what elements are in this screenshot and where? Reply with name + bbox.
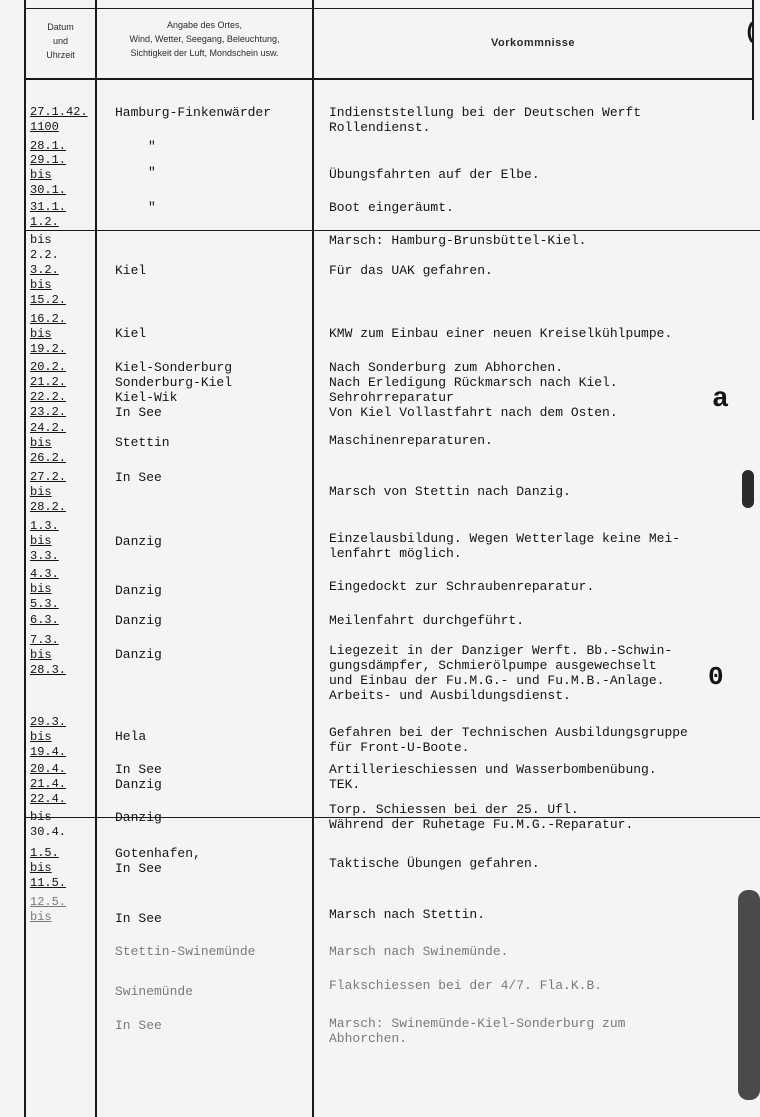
entry-event: Maschinenreparaturen. (329, 433, 493, 448)
entry-date: 12.5. bis (30, 895, 67, 924)
entry-event: Eingedockt zur Schraubenreparatur. (329, 579, 595, 594)
entry-place: Stettin (115, 435, 170, 450)
entry-place: " (148, 139, 156, 154)
date-column-header (26, 20, 95, 62)
date-header-line-1: Datum (47, 22, 74, 32)
place-header-line-2: Wind, Wetter, Seegang, Beleuchtung, (129, 34, 280, 44)
entry-date: 4.3. bis 5.3. (30, 567, 59, 611)
entry-event: Marsch nach Stettin. (329, 907, 486, 922)
margin-mark-b: 0 (708, 662, 724, 692)
entry-place: Hamburg-Finkenwärder (115, 105, 272, 120)
entry-place: Kiel (115, 263, 147, 278)
entry-place: Kiel (115, 326, 147, 341)
place-header-line-1: Angabe des Ortes, (166, 20, 243, 30)
entry-event: Marsch von Stettin nach Danzig. (329, 484, 571, 499)
entry-place: Stettin-Swinemünde (115, 944, 256, 959)
entry-date: 16.2. bis 19.2. (30, 312, 67, 356)
entry-event: Marsch nach Swinemünde. (329, 944, 509, 959)
entry-place: Danzig (115, 647, 162, 662)
entry-event: Flakschiessen bei der 4/7. Fla.K.B. (329, 978, 603, 993)
entry-date: 1.3. bis 3.3. (30, 519, 59, 563)
right-border (752, 0, 754, 120)
entry-event: Meilenfahrt durchgeführt. (329, 613, 525, 628)
page-fold-line-1 (24, 230, 760, 231)
entry-place: Danzig (115, 583, 162, 598)
entry-event: Marsch: Hamburg-Brunsbüttel-Kiel. (329, 233, 587, 248)
entry-event: Marsch: Swinemünde-Kiel-Sonderburg zum Abhorchen. (329, 1016, 626, 1046)
date-header-line-3: Uhrzeit (46, 50, 75, 60)
entry-date: bis 30.4. (30, 810, 67, 839)
entry-date: 20.2. 21.2. 22.2. 23.2. (30, 360, 67, 419)
place-column-header (97, 18, 312, 60)
entry-event: Taktische Übungen gefahren. (329, 856, 540, 871)
entry-date: 6.3. (30, 613, 59, 627)
entry-event: Boot eingeräumt. (329, 200, 454, 215)
entry-place: Danzig (115, 613, 162, 628)
entry-place: Gotenhafen, In See (115, 846, 201, 876)
entry-date: 29.3. bis 19.4. (30, 715, 67, 759)
date-header-line-2: und (52, 36, 69, 46)
entry-event: Indienststellung bei der Deutschen Werft Rollendienst. (329, 105, 642, 135)
entry-event: Liegezeit in der Danziger Werft. Bb.-Schwin- gungsdämpfer, Schmierölpumpe ausgewechselt und Einbau der Fu.M.G.- und Fu.M.B.-Anlage. Arbeits- und Ausbildungsdienst. (329, 643, 673, 703)
entry-place: Swinemünde (115, 984, 194, 999)
entry-place: In See (115, 470, 162, 485)
place-column-divider (312, 0, 314, 1117)
entry-place: Danzig (115, 534, 162, 549)
entry-event: Gefahren bei der Technischen Ausbildungsgruppe für Front-U-Boote. (329, 725, 688, 755)
entry-date: 1.5. bis 11.5. (30, 846, 67, 890)
entry-event: Einzelausbildung. Wegen Wetterlage keine Mei- lenfahrt möglich. (329, 531, 681, 561)
entry-event: Übungsfahrten auf der Elbe. (329, 167, 540, 182)
entry-date: 7.3. bis 28.3. (30, 633, 67, 677)
date-column-divider (95, 0, 97, 1117)
entry-date: 20.4. 21.4. 22.4. (30, 762, 67, 806)
entry-place: Kiel-Sonderburg Sonderburg-Kiel Kiel-Wik In See (115, 360, 233, 420)
punch-hole-mark (742, 470, 754, 508)
margin-mark-a: a (712, 384, 729, 415)
entry-date: 29.1. bis 30.1. (30, 153, 67, 197)
header-top-line (24, 8, 754, 9)
entry-date: 27.1.42. 1100 (30, 105, 88, 134)
entry-date: 28.1. (30, 139, 67, 153)
events-column-header: Vorkommnisse (490, 37, 576, 49)
entry-event: Für das UAK gefahren. (329, 263, 493, 278)
entry-place: In See Danzig (115, 762, 162, 792)
entry-place: " (148, 200, 156, 215)
entry-event: KMW zum Einbau einer neuen Kreiselkühlpumpe. (329, 326, 673, 341)
entry-place: In See (115, 1018, 162, 1033)
entry-event: Nach Sonderburg zum Abhorchen. Nach Erledigung Rückmarsch nach Kiel. Sehrohrreparatur Von Kiel Vollastfahrt nach dem Osten. (329, 360, 618, 420)
entry-date: 27.2. bis 28.2. (30, 470, 67, 514)
entry-date: 31.1. 1.2. (30, 200, 67, 229)
header-bottom-line (24, 78, 754, 80)
margin-mark-top: ( (744, 20, 758, 45)
place-header-line-3: Sichtigkeit der Luft, Mondschein usw. (130, 48, 279, 58)
entry-event: Torp. Schiessen bei der 25. Ufl. Während der Ruhetage Fu.M.G.-Reparatur. (329, 802, 634, 832)
entry-date: 3.2. bis 15.2. (30, 263, 67, 307)
entry-place: Hela (115, 729, 147, 744)
entry-date: bis 2.2. (30, 233, 59, 262)
edge-shadow (738, 890, 760, 1100)
entry-event: Artillerieschiessen und Wasserbombenübung. TEK. (329, 762, 657, 792)
left-border (24, 0, 26, 1117)
entry-place: Danzig (115, 810, 162, 825)
entry-date: 24.2. bis 26.2. (30, 421, 67, 465)
entry-place: In See (115, 911, 162, 926)
entry-place: " (148, 165, 156, 180)
